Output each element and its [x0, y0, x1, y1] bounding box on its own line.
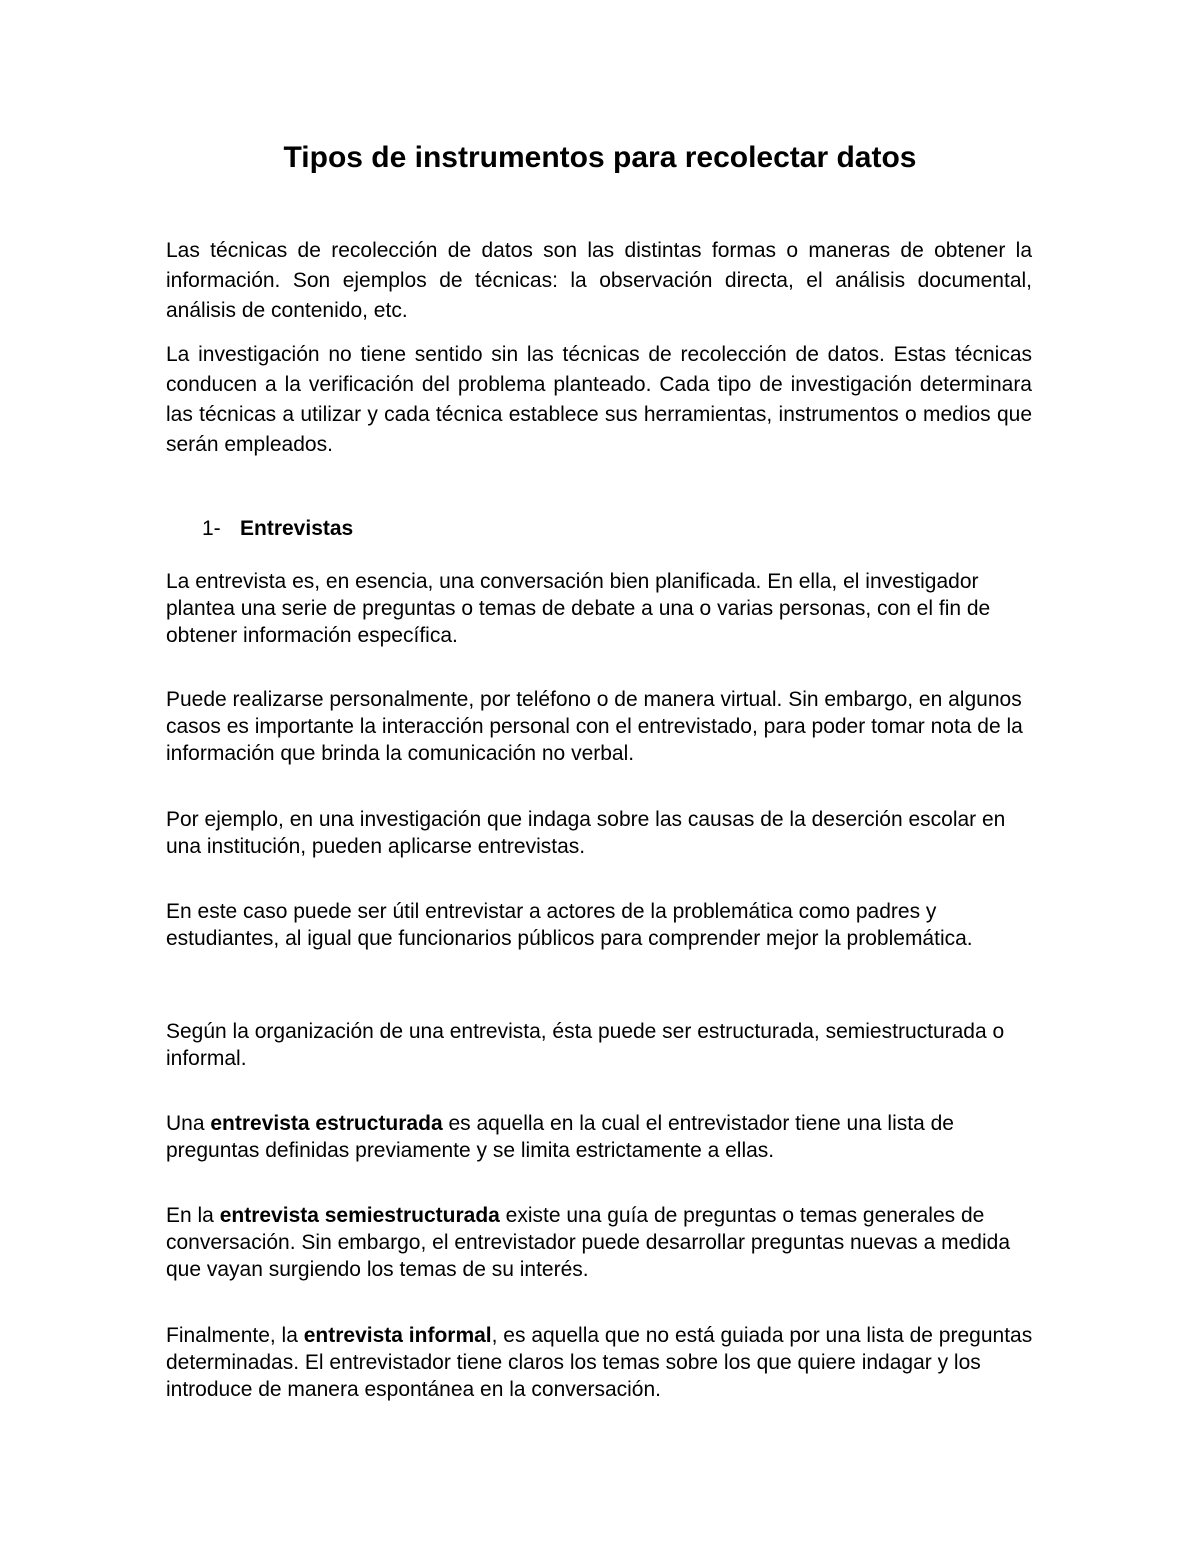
paragraph-text: Finalmente, la [166, 1324, 304, 1347]
bold-term: entrevista informal [303, 1324, 492, 1347]
body-paragraph: Puede realizarse personalmente, por teléfono o de manera virtual. Sin embargo, en algunos casos es importante la interacción personal con el entrevistado, para poder tomar nota de la información que brinda la comunicación no verbal. [166, 688, 1023, 765]
structured-interview-paragraph [166, 1110, 1046, 1164]
section-title: Entrevistas [240, 517, 354, 540]
document-title: Tipos de instrumentos para recolectar datos [283, 141, 917, 174]
semistructured-interview-paragraph [166, 1202, 1046, 1283]
paragraph-text: Una [166, 1112, 211, 1135]
paragraph-text: es aquella en la cual el entrevistador tiene una lista de preguntas definidas previamente y se limita estrictamente a ellas. [166, 1112, 954, 1162]
bold-term: entrevista semiestructurada [219, 1204, 500, 1227]
paragraph-text: En la [166, 1204, 220, 1227]
intro-paragraph: Las técnicas de recolección de datos son las distintas formas o maneras de obtener la información. Son ejemplos de técnicas: la observación directa, el análisis documental, análisis de contenido, etc. [166, 239, 1032, 322]
intro-paragraph: La investigación no tiene sentido sin las técnicas de recolección de datos. Estas técnicas conducen a la verificación del problema planteado. Cada tipo de investigación determinara las técnicas a utilizar y cada técnica establece sus herramientas, instrumentos o medios que serán empleados. [166, 343, 1032, 456]
section-number: 1- [202, 517, 221, 540]
body-paragraph: Por ejemplo, en una investigación que indaga sobre las causas de la deserción escolar en una institución, pueden aplicarse entrevistas. [166, 808, 1006, 858]
section-heading [202, 514, 353, 544]
bold-term: entrevista estructurada [210, 1112, 443, 1135]
paragraph-text: existe una guía de preguntas o temas generales de conversación. Sin embargo, el entrevistador puede desarrollar preguntas nuevas a medida que vayan surgiendo los temas de su interés. [166, 1204, 1010, 1281]
body-paragraph: En este caso puede ser útil entrevistar a actores de la problemática como padres y estudiantes, al igual que funcionarios públicos para comprender mejor la problemática. [166, 900, 973, 950]
informal-interview-paragraph [166, 1322, 1046, 1403]
body-paragraph: Según la organización de una entrevista, ésta puede ser estructurada, semiestructurada o informal. [166, 1020, 1005, 1070]
body-paragraph: La entrevista es, en esencia, una conversación bien planificada. En ella, el investigador plantea una serie de preguntas o temas de debate a una o varias personas, con el fin de obtener información específica. [166, 570, 991, 647]
paragraph-text: , es aquella que no está guiada por una lista de preguntas determinadas. El entrevistador tiene claros los temas sobre los que quiere indagar y los introduce de manera espontánea en la conversación. [166, 1324, 1033, 1401]
